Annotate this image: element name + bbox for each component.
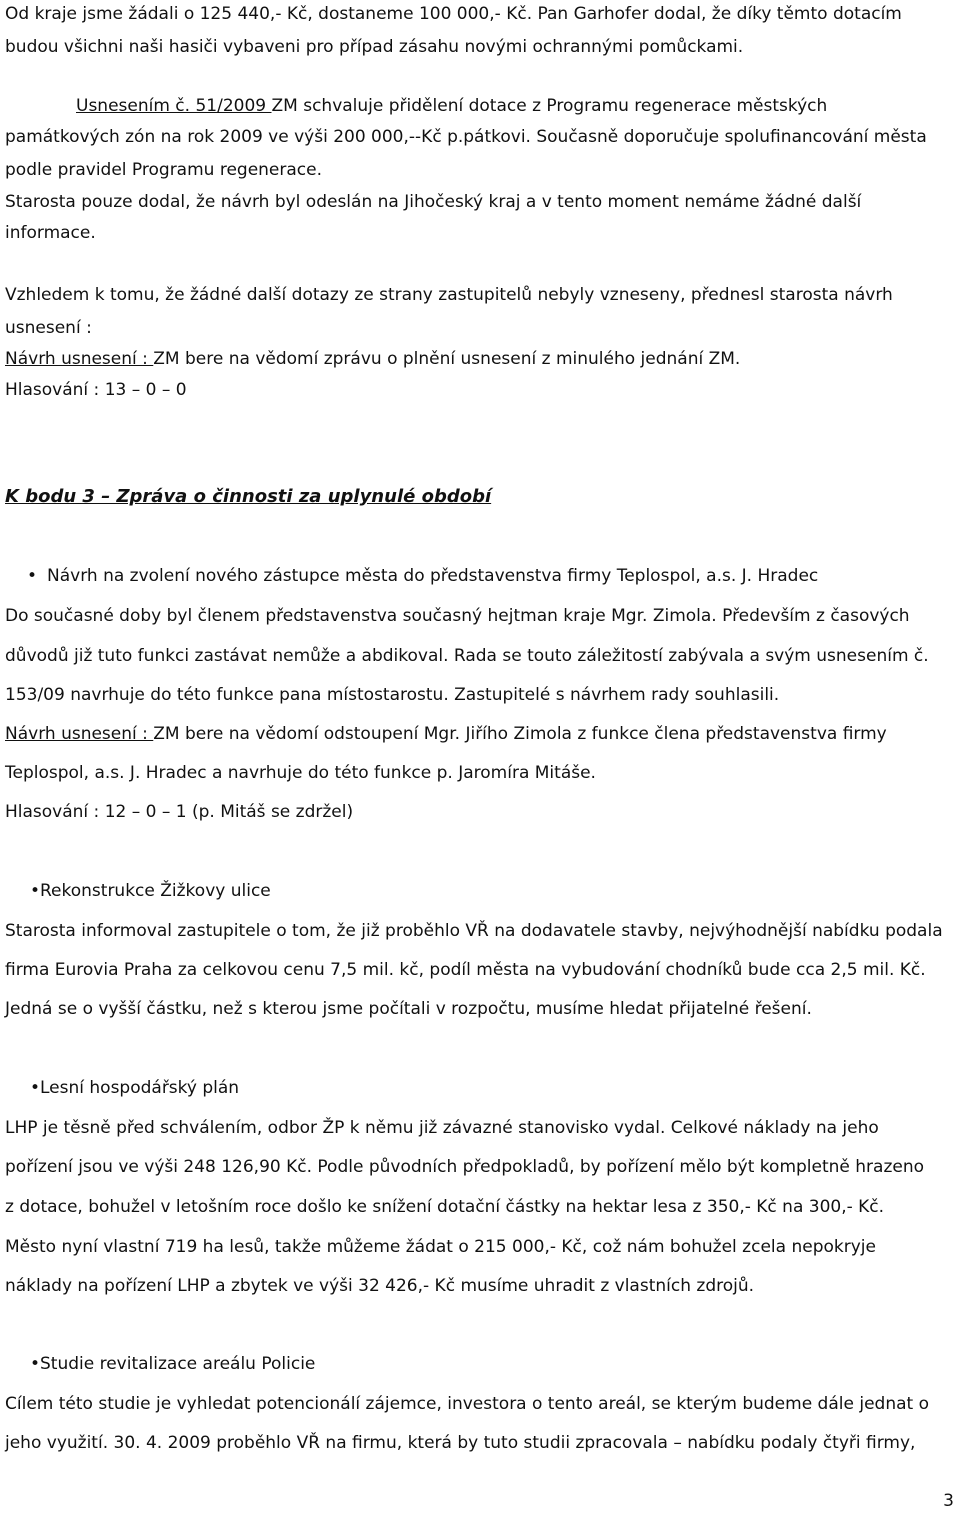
- list-item: [30, 1353, 315, 1375]
- text-line: Starosta pouze dodal, že návrh byl odeslán na Jihočeský kraj a v tento moment nemáme žádné další: [5, 192, 862, 212]
- text-line: Do současné doby byl členem představenstva současný hejtman kraje Mgr. Zimola. Především z časových: [5, 606, 910, 626]
- text-line: důvodů již tuto funkci zastávat nemůže a abdikoval. Rada se touto záležitostí zabývala a svým usnesením č.: [5, 646, 929, 666]
- proposal-line: [5, 723, 956, 745]
- list-item-title: Studie revitalizace areálu Policie: [40, 1354, 316, 1374]
- text-span: ZM schvaluje přidělení dotace z Programu regenerace městských: [271, 96, 828, 116]
- text-line: budou všichni naši hasiči vybaveni pro případ zásahu novými ochrannými pomůckami.: [5, 37, 744, 57]
- text-line: Město nyní vlastní 719 ha lesů, takže můžeme žádat o 215 000,- Kč, což nám bohužel zcela nepokryje: [5, 1237, 876, 1257]
- proposal-text: ZM bere na vědomí zprávu o plnění usnesení z minulého jednání ZM.: [153, 349, 741, 369]
- text-line: jeho využití. 30. 4. 2009 proběhlo VŘ na firmu, která by tuto studii zpracovala – nabídku podaly čtyři firmy,: [5, 1433, 916, 1453]
- text-line: Od kraje jsme žádali o 125 440,- Kč, dostaneme 100 000,- Kč. Pan Garhofer dodal, že díky těmto dotacím: [5, 4, 902, 24]
- list-item-title: Lesní hospodářský plán: [40, 1078, 240, 1098]
- text-line: Jedná se o vyšší částku, než s kterou jsme počítali v rozpočtu, musíme hledat přijatelné řešení.: [5, 999, 812, 1019]
- text-line: památkových zón na rok 2009 ve výši 200 000,--Kč p.pátkovi. Současně doporučuje spolufinancování města: [5, 127, 927, 147]
- bullet-icon: •: [30, 1354, 41, 1374]
- text-line: 153/09 navrhuje do této funkce pana místostarostu. Zastupitelé s návrhem rady souhlasili.: [5, 685, 780, 705]
- page-number: 3: [943, 1491, 954, 1511]
- text-line: LHP je těsně před schválením, odbor ŽP k němu již závazné stanovisko vydal. Celkové náklady na jeho: [5, 1118, 879, 1138]
- list-item: [27, 565, 818, 587]
- resolution-line: [76, 95, 956, 117]
- list-item: [30, 1077, 239, 1099]
- text-line: Cílem této studie je vyhledat potencionálí zájemce, investora o tento areál, se kterým budeme dále jednat o: [5, 1394, 929, 1414]
- text-line: podle pravidel Programu regenerace.: [5, 160, 323, 180]
- vote-result: Hlasování : 12 – 0 – 1 (p. Mitáš se zdržel): [5, 802, 354, 822]
- text-line: Vzhledem k tomu, že žádné další dotazy ze strany zastupitelů nebyly vzneseny, přednesl starosta návrh: [5, 285, 893, 305]
- text-line: náklady na pořízení LHP a zbytek ve výši 32 426,- Kč musíme uhradit z vlastních zdrojů.: [5, 1276, 755, 1296]
- bullet-icon: •: [30, 881, 41, 901]
- text-line: Teplospol, a.s. J. Hradec a navrhuje do této funkce p. Jaromíra Mitáše.: [5, 763, 596, 783]
- text-line: informace.: [5, 223, 96, 243]
- text-line: firma Eurovia Praha za celkovou cenu 7,5 mil. kč, podíl města na vybudování chodníků bude cca 2,5 mil. Kč.: [5, 960, 926, 980]
- list-item-title: Návrh na zvolení nového zástupce města do představenstva firmy Teplospol, a.s. J. Hradec: [47, 566, 819, 586]
- proposal-label: Návrh usnesení :: [5, 724, 154, 744]
- proposal-text: ZM bere na vědomí odstoupení Mgr. Jiřího Zimola z funkce člena představenstva firmy: [153, 724, 887, 744]
- text-line: pořízení jsou ve výši 248 126,90 Kč. Podle původních předpokladů, by pořízení mělo být kompletně hrazeno: [5, 1157, 925, 1177]
- list-item-title: Rekonstrukce Žižkovy ulice: [40, 881, 271, 901]
- proposal-label: Návrh usnesení :: [5, 349, 154, 369]
- text-line: z dotace, bohužel v letošním roce došlo ke snížení dotační částky na hektar lesa z 350,- Kč na 300,- Kč.: [5, 1197, 885, 1217]
- text-line: usnesení :: [5, 318, 92, 338]
- text-line: Starosta informoval zastupitele o tom, že již proběhlo VŘ na dodavatele stavby, nejvýhodnější nabídku podala: [5, 921, 943, 941]
- section-heading: K bodu 3 – Zpráva o činnosti za uplynulé období: [5, 486, 492, 507]
- bullet-icon: •: [30, 1078, 41, 1098]
- resolution-reference: Usnesením č. 51/2009: [76, 96, 272, 116]
- proposal-line: [5, 348, 956, 370]
- list-item: [30, 880, 271, 902]
- bullet-icon: •: [27, 566, 38, 586]
- vote-result: Hlasování : 13 – 0 – 0: [5, 380, 187, 400]
